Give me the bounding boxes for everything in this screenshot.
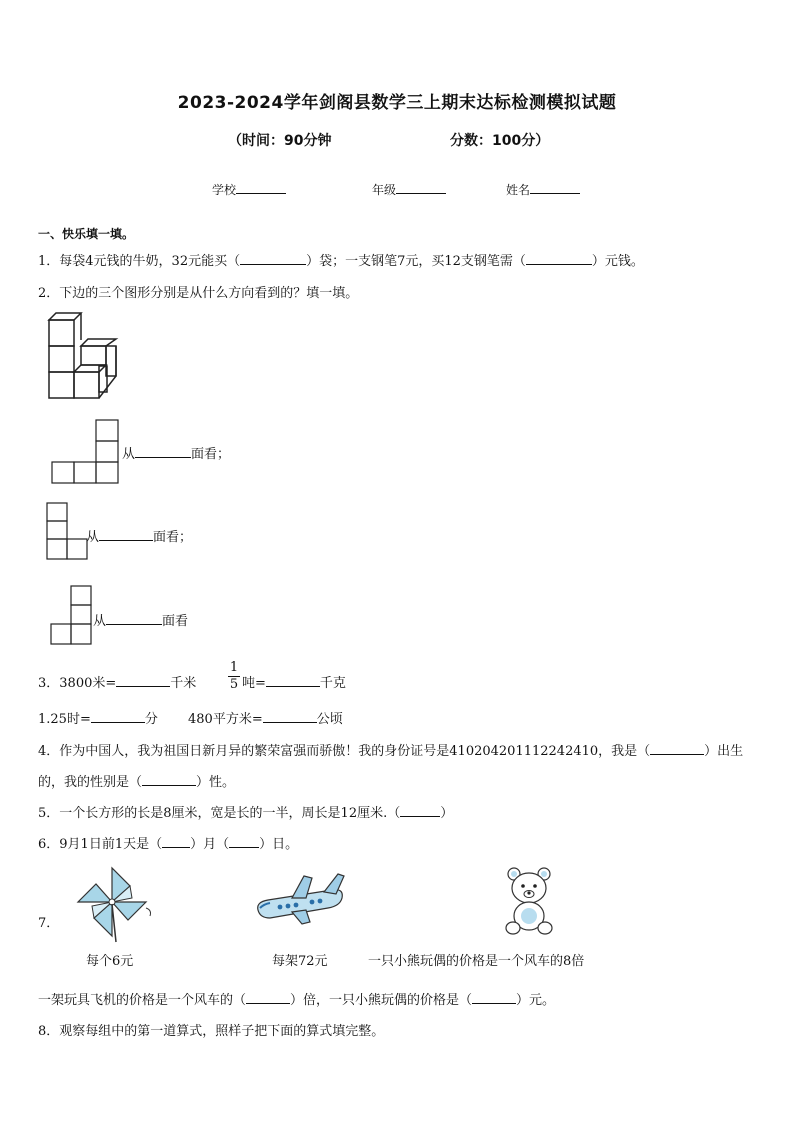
- view-3-pre: 从: [93, 614, 107, 629]
- q4-text-a: 4．作为中国人，我为祖国日新月异的繁荣富强而骄傲！我的身份证号是410204201112242410，我是（: [38, 744, 651, 759]
- q7-text-a: 一架玩具飞机的价格是一个风车的（: [38, 993, 247, 1008]
- q5-end: ）: [440, 806, 454, 821]
- airplane-image: [254, 872, 350, 926]
- fraction-numerator: 1: [229, 660, 239, 675]
- view-1-figure: [52, 418, 122, 484]
- question-2: 2．下边的三个图形分别是从什么方向看到的？填一填。: [38, 286, 359, 301]
- school-field: [212, 181, 286, 198]
- q6-text-a: 6．9月1日前1天是（: [38, 837, 163, 852]
- view-1-post: 面看；: [191, 447, 231, 462]
- q6-blank-2[interactable]: [229, 835, 259, 848]
- question-4-line2: [38, 771, 235, 790]
- q6-text-c: ）日。: [259, 837, 299, 852]
- grade-label: 年级: [372, 183, 397, 197]
- q3-text-a: 3．3800米=: [38, 676, 117, 691]
- view-3-answer: [93, 610, 188, 629]
- time-label: （时间：90分钟: [228, 133, 332, 149]
- school-label: 学校: [212, 183, 237, 197]
- question-5: [38, 802, 453, 821]
- pinwheel-caption: 每个6元: [86, 954, 134, 969]
- q4-text-d: ）性。: [196, 775, 236, 790]
- q5-blank[interactable]: [400, 804, 440, 817]
- bear-toy-image: [504, 866, 554, 936]
- q7-text-b: ）倍，一只小熊玩偶的价格是（: [290, 993, 473, 1008]
- question-3d: [188, 708, 343, 727]
- section-title: 一、快乐填一填。: [38, 227, 135, 241]
- view-2-post: 面看；: [153, 530, 193, 545]
- grade-field: [372, 181, 446, 198]
- q4-text-c: 的，我的性别是（: [38, 775, 143, 790]
- page-title: 2023-2024学年剑阁县数学三上期末达标检测模拟试题: [177, 93, 617, 113]
- q1-blank-2[interactable]: [526, 252, 592, 265]
- q3-unit-a: 千米: [170, 676, 197, 691]
- grade-blank[interactable]: [396, 181, 446, 194]
- name-field: [506, 181, 580, 198]
- q3-text-b: 吨=: [242, 676, 266, 691]
- view-3-blank[interactable]: [106, 612, 162, 625]
- q3-text-c: 1.25时=: [38, 712, 91, 727]
- question-1: [38, 250, 644, 269]
- question-4-line1: [38, 740, 743, 759]
- q7-number: 7．: [38, 916, 60, 931]
- bear-caption: 一只小熊玩偶的价格是一个风车的8倍: [368, 954, 585, 969]
- q3-unit-b: 千克: [319, 676, 346, 691]
- view-2-pre: 从: [86, 530, 100, 545]
- view-2-blank[interactable]: [99, 528, 153, 541]
- question-7: [38, 989, 555, 1008]
- q4-blank-2[interactable]: [142, 773, 196, 786]
- q3-blank-2[interactable]: [266, 674, 320, 687]
- school-blank[interactable]: [236, 181, 286, 194]
- q3-blank-4[interactable]: [263, 710, 317, 723]
- view-1-pre: 从: [122, 447, 136, 462]
- q7-blank-1[interactable]: [246, 991, 290, 1004]
- q1-text-b: ）袋；一支钢笔7元，买12支钢笔需（: [306, 254, 526, 269]
- q6-blank-1[interactable]: [162, 835, 190, 848]
- q1-blank-1[interactable]: [240, 252, 306, 265]
- question-3c: [38, 708, 158, 727]
- q6-text-b: ）月（: [190, 837, 230, 852]
- q1-text-a: 1．每袋4元钱的牛奶，32元能买（: [38, 254, 241, 269]
- q3-unit-d: 公顷: [316, 712, 343, 727]
- pinwheel-image: [72, 864, 158, 944]
- question-8: 8．观察每组中的第一道算式，照样子把下面的算式填完整。: [38, 1024, 385, 1039]
- view-2-figure: [46, 502, 90, 560]
- cube-stack-figure: [46, 310, 126, 400]
- airplane-caption: 每架72元: [272, 954, 328, 969]
- view-3-figure: [51, 585, 95, 645]
- q3-blank-1[interactable]: [116, 674, 170, 687]
- q4-blank-1[interactable]: [650, 742, 704, 755]
- fraction: [228, 660, 240, 693]
- q3-unit-c: 分: [144, 712, 158, 727]
- q3-text-d: 480平方米=: [188, 712, 263, 727]
- view-3-post: 面看: [162, 614, 189, 629]
- view-1-answer: [122, 443, 230, 462]
- view-2-answer: [86, 526, 192, 545]
- q7-blank-2[interactable]: [472, 991, 516, 1004]
- question-3b: [242, 672, 346, 691]
- name-label: 姓名: [506, 183, 531, 197]
- q5-text: 5．一个长方形的长是8厘米，宽是长的一半，周长是12厘米.（: [38, 806, 401, 821]
- fraction-denominator: 5: [229, 677, 239, 692]
- question-6: [38, 833, 298, 852]
- question-3a: [38, 672, 196, 691]
- q4-text-b: ）出生: [704, 744, 744, 759]
- name-blank[interactable]: [530, 181, 580, 194]
- score-label: 分数：100分）: [450, 133, 550, 149]
- q1-text-c: ）元钱。: [591, 254, 644, 269]
- q7-text-c: ）元。: [516, 993, 556, 1008]
- view-1-blank[interactable]: [135, 445, 191, 458]
- q3-blank-3[interactable]: [91, 710, 145, 723]
